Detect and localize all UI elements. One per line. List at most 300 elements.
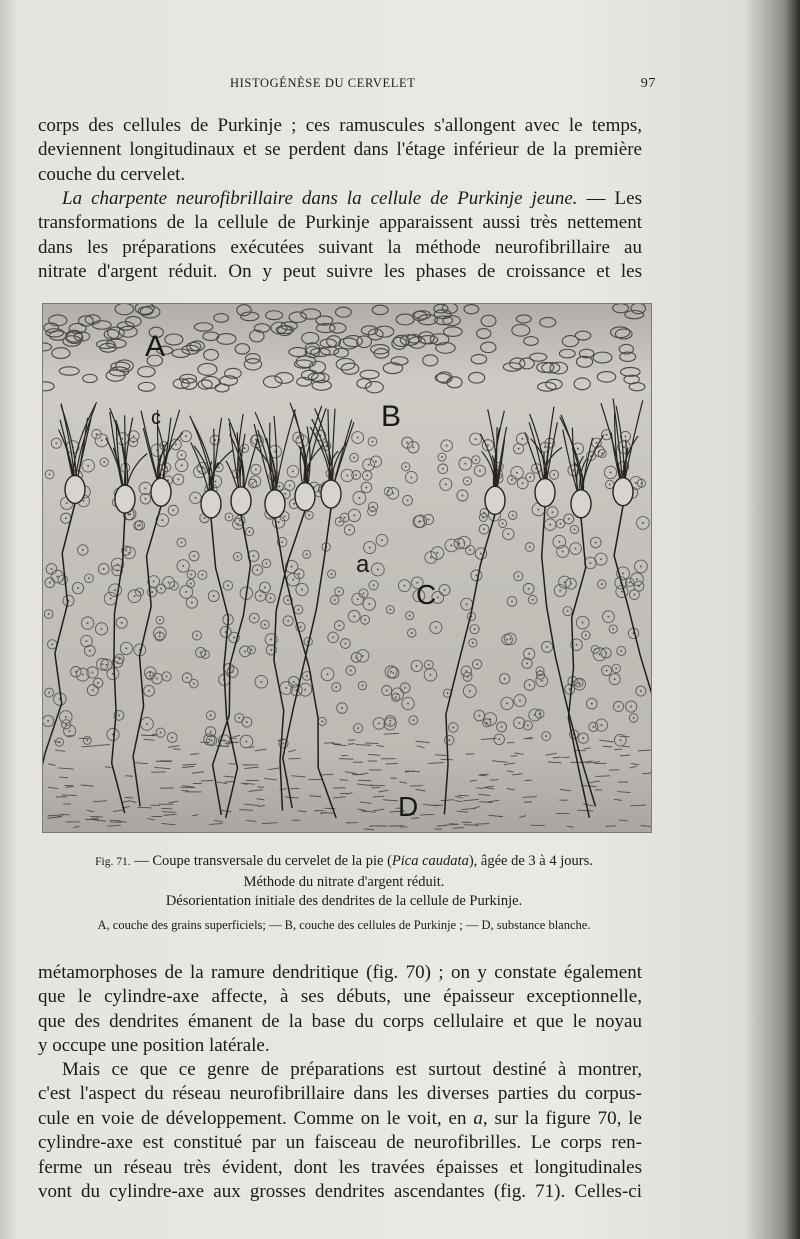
granule-nucleus	[180, 542, 182, 544]
paragraph-4	[38, 1058, 642, 1204]
granule-nucleus	[518, 722, 520, 724]
granule-nucleus	[331, 573, 333, 575]
granule-nucleus	[405, 466, 407, 468]
granule-nucleus	[353, 615, 355, 617]
granule-nucleus	[582, 622, 584, 624]
granule-nucleus	[48, 692, 50, 694]
granule-nucleus	[289, 485, 291, 487]
granule-nucleus	[85, 640, 87, 642]
granule-nucleus	[442, 468, 444, 470]
granule-nucleus	[149, 675, 151, 677]
text-line: cylindre-axe est constitué par un faisceau de neurofibrilles. Le corps ren-	[38, 1132, 642, 1154]
figure-71-illustration	[42, 303, 652, 833]
granule-nucleus	[348, 529, 350, 531]
granule-nucleus	[256, 569, 258, 571]
granule-nucleus	[86, 739, 88, 741]
granule-nucleus	[559, 590, 561, 592]
text-line: couche du cervelet.	[38, 163, 186, 185]
granule-nucleus	[366, 474, 368, 476]
granule-nucleus	[339, 521, 341, 523]
granule-nucleus	[239, 519, 241, 521]
granule-nucleus	[201, 574, 203, 576]
granule-nucleus	[506, 639, 508, 641]
granule-nucleus	[225, 631, 227, 633]
fiber-stroke	[475, 824, 489, 825]
granule-nucleus	[606, 670, 608, 672]
granule-nucleus	[284, 515, 286, 517]
granule-nucleus	[101, 439, 103, 441]
granule-nucleus	[51, 643, 53, 645]
granule-nucleus	[577, 448, 579, 450]
granule-nucleus	[578, 682, 580, 684]
granule-nucleus	[537, 508, 539, 510]
granule-nucleus	[287, 599, 289, 601]
purkinje-soma	[535, 479, 555, 507]
figure-caption	[38, 852, 650, 935]
granule-nucleus	[244, 447, 246, 449]
granule-nucleus	[511, 600, 513, 602]
granule-nucleus	[487, 444, 489, 446]
purkinje-soma	[151, 478, 171, 506]
granule-nucleus	[110, 598, 112, 600]
granule-nucleus	[185, 591, 187, 593]
granule-nucleus	[299, 626, 301, 628]
granule-nucleus	[529, 476, 531, 478]
granule-nucleus	[292, 579, 294, 581]
granule-nucleus	[265, 562, 267, 564]
granule-nucleus	[297, 609, 299, 611]
cerebellum-drawing	[43, 304, 651, 832]
fiber-stroke	[466, 754, 475, 755]
purkinje-soma	[231, 487, 251, 515]
granule-nucleus	[517, 575, 519, 577]
granule-nucleus	[358, 497, 360, 499]
granule-nucleus	[444, 589, 446, 591]
granule-nucleus	[549, 524, 551, 526]
granule-nucleus	[335, 686, 337, 688]
granule-nucleus	[89, 650, 91, 652]
granule-nucleus	[640, 565, 642, 567]
granule-nucleus	[210, 714, 212, 716]
section-heading-line	[38, 187, 642, 211]
granule-nucleus	[427, 518, 429, 520]
granule-nucleus	[334, 599, 336, 601]
granule-nucleus	[332, 636, 334, 638]
fiber-stroke	[365, 743, 378, 744]
granule-nucleus	[553, 474, 555, 476]
granule-nucleus	[462, 494, 464, 496]
granule-nucleus	[498, 738, 500, 740]
granule-nucleus	[118, 658, 120, 660]
granule-nucleus	[567, 610, 569, 612]
granule-nucleus	[82, 549, 84, 551]
granule-nucleus	[193, 555, 195, 557]
caption-text: ), âgée de 3 à 4 jours.	[468, 853, 593, 869]
granule-nucleus	[568, 518, 570, 520]
text-line: Mais ce que ce genre de préparations est surtout destiné à montrer,	[62, 1059, 642, 1080]
granule-nucleus	[479, 470, 481, 472]
granule-nucleus	[264, 624, 266, 626]
granule-nucleus	[103, 568, 105, 570]
fiber-stroke	[435, 755, 446, 756]
granule-nucleus	[116, 569, 118, 571]
granule-nucleus	[114, 589, 116, 591]
granule-nucleus	[502, 522, 504, 524]
granule-nucleus	[357, 598, 359, 600]
granule-nucleus	[227, 584, 229, 586]
granule-nucleus	[546, 646, 548, 648]
fiber-stroke	[609, 770, 619, 771]
label-b: B	[381, 400, 402, 433]
granule-nucleus	[252, 555, 254, 557]
granule-nucleus	[97, 682, 99, 684]
fiber-stroke	[333, 788, 345, 789]
text-line: que des dendrites émanent de la base du corps cellulaire et que le noyau	[38, 1010, 642, 1032]
fiber-stroke	[619, 736, 629, 737]
purkinje-soma	[295, 483, 315, 511]
granule-nucleus	[159, 632, 161, 634]
fiber-stroke	[348, 744, 355, 745]
label-a-upper: A	[145, 330, 166, 363]
granule-nucleus	[161, 519, 163, 521]
granule-nucleus	[175, 443, 177, 445]
granule-nucleus	[350, 669, 352, 671]
caption-line-1	[38, 852, 650, 873]
granule-nucleus	[601, 583, 603, 585]
granule-nucleus	[478, 715, 480, 717]
granule-nucleus	[428, 664, 430, 666]
granule-nucleus	[87, 622, 89, 624]
text-fragment: — Les	[577, 188, 642, 209]
granule-nucleus	[521, 438, 523, 440]
granule-nucleus	[458, 543, 460, 545]
label-c-upper: C	[416, 579, 437, 610]
granule-nucleus	[475, 574, 477, 576]
granule-nucleus	[177, 478, 179, 480]
granule-nucleus	[287, 620, 289, 622]
label-d: D	[398, 791, 419, 822]
granule-nucleus	[585, 634, 587, 636]
granule-nucleus	[361, 685, 363, 687]
purkinje-soma	[201, 490, 221, 518]
granule-nucleus	[105, 664, 107, 666]
granule-nucleus	[504, 678, 506, 680]
granule-nucleus	[371, 441, 373, 443]
granule-nucleus	[633, 594, 635, 596]
species-name: Pica caudata	[391, 853, 469, 869]
granule-nucleus	[598, 450, 600, 452]
granule-nucleus	[259, 595, 261, 597]
granule-nucleus	[160, 588, 162, 590]
purkinje-soma	[571, 490, 591, 518]
granule-nucleus	[636, 578, 638, 580]
granule-nucleus	[406, 442, 408, 444]
granule-nucleus	[595, 541, 597, 543]
granule-nucleus	[596, 442, 598, 444]
granule-nucleus	[437, 596, 439, 598]
granule-nucleus	[327, 673, 329, 675]
text-line: nitrate d'argent réduit. On y peut suivre les phases de croissance et les	[38, 261, 642, 283]
granule-nucleus	[407, 499, 409, 501]
granule-nucleus	[609, 483, 611, 485]
granule-nucleus	[278, 485, 280, 487]
granule-nucleus	[244, 650, 246, 652]
granule-nucleus	[153, 580, 155, 582]
granule-nucleus	[446, 445, 448, 447]
granule-nucleus	[181, 464, 183, 466]
granule-nucleus	[412, 446, 414, 448]
granule-nucleus	[466, 603, 468, 605]
granule-nucleus	[210, 731, 212, 733]
granule-nucleus	[282, 743, 284, 745]
granule-nucleus	[378, 722, 380, 724]
granule-nucleus	[416, 665, 418, 667]
granule-nucleus	[245, 740, 247, 742]
caption-legend: A, couche des grains superficiels; — B, couche des cellules de Purkinje ; — D, substance blanche.	[97, 917, 591, 932]
fiber-stroke	[151, 772, 166, 773]
granule-nucleus	[507, 533, 509, 535]
granule-nucleus	[48, 613, 50, 615]
label-a-lower: a	[356, 551, 370, 578]
granule-nucleus	[467, 676, 469, 678]
figure-number: Fig. 71.	[95, 856, 131, 868]
granule-nucleus	[190, 573, 192, 575]
granule-nucleus	[621, 590, 623, 592]
granule-nucleus	[185, 435, 187, 437]
granule-nucleus	[539, 670, 541, 672]
paragraph-3	[38, 961, 642, 1059]
granule-nucleus	[159, 619, 161, 621]
granule-nucleus	[635, 482, 637, 484]
granule-nucleus	[249, 531, 251, 533]
granule-nucleus	[630, 706, 632, 708]
caption-line-2: Méthode du nitrate d'argent réduit.	[243, 873, 445, 890]
text-line: c'est l'aspect du réseau neurofibrillaire dans les diverses parties du corpus-	[38, 1083, 642, 1105]
granule-nucleus	[191, 601, 193, 603]
granule-nucleus	[475, 459, 477, 461]
granule-nucleus	[482, 516, 484, 518]
granule-nucleus	[407, 703, 409, 705]
granule-nucleus	[200, 651, 202, 653]
granule-nucleus	[365, 486, 367, 488]
granule-nucleus	[133, 595, 135, 597]
granule-nucleus	[469, 549, 471, 551]
text-line: vont du cylindre-axe aux grosses dendrites ascendantes (fig. 71). Celles-ci	[38, 1181, 642, 1203]
granule-nucleus	[148, 690, 150, 692]
granule-nucleus	[338, 591, 340, 593]
granule-nucleus	[612, 628, 614, 630]
page-number: 97	[640, 76, 656, 91]
granule-nucleus	[82, 674, 84, 676]
granule-nucleus	[101, 663, 103, 665]
granule-nucleus	[246, 721, 248, 723]
granule-nucleus	[341, 707, 343, 709]
granule-nucleus	[638, 585, 640, 587]
granule-nucleus	[452, 726, 454, 728]
granule-nucleus	[47, 720, 49, 722]
granule-nucleus	[573, 529, 575, 531]
granule-nucleus	[306, 553, 308, 555]
text-fragment: cule en voie de développement. Comme on le voit, en	[38, 1107, 474, 1129]
fiber-stroke	[141, 735, 155, 736]
granule-nucleus	[389, 609, 391, 611]
running-title: HISTOGÉNÈSE DU CERVELET	[230, 76, 416, 90]
granule-nucleus	[69, 730, 71, 732]
text-line: deviennent longitudinaux et se perdent dans l'étage inférieur de la première	[38, 139, 642, 161]
granule-nucleus	[103, 461, 105, 463]
granule-nucleus	[429, 674, 431, 676]
granule-nucleus	[321, 720, 323, 722]
fiber-stroke	[358, 780, 371, 781]
granule-nucleus	[368, 603, 370, 605]
granule-nucleus	[419, 520, 421, 522]
granule-nucleus	[346, 474, 348, 476]
granule-nucleus	[121, 438, 123, 440]
granule-nucleus	[591, 703, 593, 705]
fiber-stroke	[606, 826, 616, 827]
granule-nucleus	[592, 726, 594, 728]
granule-nucleus	[624, 435, 626, 437]
granule-nucleus	[599, 653, 601, 655]
granule-nucleus	[532, 599, 534, 601]
granule-nucleus	[570, 583, 572, 585]
granule-nucleus	[614, 678, 616, 680]
granule-nucleus	[373, 584, 375, 586]
granule-nucleus	[390, 671, 392, 673]
granule-nucleus	[325, 445, 327, 447]
granule-nucleus	[144, 498, 146, 500]
granule-nucleus	[410, 476, 412, 478]
granule-nucleus	[344, 517, 346, 519]
granule-nucleus	[387, 490, 389, 492]
granule-nucleus	[526, 662, 528, 664]
fiber-stroke	[464, 825, 479, 826]
granule-nucleus	[362, 655, 364, 657]
granule-nucleus	[181, 454, 183, 456]
granule-nucleus	[91, 671, 93, 673]
purkinje-soma	[265, 490, 285, 518]
granule-nucleus	[633, 717, 635, 719]
granule-nucleus	[582, 737, 584, 739]
granule-nucleus	[190, 582, 192, 584]
granule-nucleus	[558, 541, 560, 543]
fiber-stroke	[339, 759, 353, 760]
granule-nucleus	[501, 726, 503, 728]
fiber-stroke	[352, 774, 363, 775]
caption-line-3: Désorientation initiale des dendrites de la cellule de Purkinje.	[165, 893, 523, 909]
granule-nucleus	[381, 539, 383, 541]
granule-nucleus	[576, 644, 578, 646]
granule-nucleus	[601, 453, 603, 455]
granule-nucleus	[377, 568, 379, 570]
fiber-stroke	[62, 795, 77, 796]
granule-nucleus	[528, 588, 530, 590]
granule-nucleus	[511, 479, 513, 481]
purkinje-soma	[65, 475, 85, 503]
granule-nucleus	[318, 490, 320, 492]
granule-nucleus	[55, 442, 57, 444]
granule-nucleus	[472, 642, 474, 644]
granule-nucleus	[237, 556, 239, 558]
granule-nucleus	[252, 482, 254, 484]
granule-nucleus	[65, 716, 67, 718]
paragraph-2	[38, 187, 642, 285]
granule-nucleus	[128, 513, 130, 515]
granule-nucleus	[539, 713, 541, 715]
granule-nucleus	[160, 732, 162, 734]
granule-nucleus	[49, 473, 51, 475]
granule-nucleus	[448, 739, 450, 741]
granule-nucleus	[522, 482, 524, 484]
granule-nucleus	[445, 483, 447, 485]
granule-nucleus	[441, 456, 443, 458]
granule-nucleus	[518, 448, 520, 450]
text-line: corps des cellules de Purkinje ; ces ramuscules s'allongent avec le temps,	[38, 115, 642, 136]
text-line: métamorphoses de la ramure dendritique (fig. 70) ; on y constate également	[38, 962, 642, 983]
fiber-stroke	[441, 759, 453, 760]
granule-nucleus	[214, 480, 216, 482]
paragraph-1	[38, 114, 642, 187]
granule-nucleus	[395, 696, 397, 698]
granule-nucleus	[606, 434, 608, 436]
granule-nucleus	[474, 628, 476, 630]
text-fragment: , sur la figure 70, le	[482, 1107, 642, 1129]
granule-nucleus	[529, 546, 531, 548]
granule-nucleus	[642, 522, 644, 524]
granule-nucleus	[364, 619, 366, 621]
granule-nucleus	[572, 469, 574, 471]
granule-nucleus	[133, 435, 135, 437]
granule-nucleus	[489, 718, 491, 720]
granule-nucleus	[264, 586, 266, 588]
granule-nucleus	[404, 687, 406, 689]
granule-nucleus	[270, 597, 272, 599]
fiber-stroke	[288, 758, 300, 759]
granule-nucleus	[293, 503, 295, 505]
granule-nucleus	[211, 739, 213, 741]
granule-nucleus	[165, 466, 167, 468]
granule-nucleus	[623, 446, 625, 448]
granule-nucleus	[353, 514, 355, 516]
granule-nucleus	[559, 523, 561, 525]
granule-nucleus	[469, 690, 471, 692]
granule-nucleus	[193, 683, 195, 685]
fiber-stroke	[125, 776, 132, 777]
granule-nucleus	[589, 562, 591, 564]
granule-nucleus	[371, 510, 373, 512]
granule-nucleus	[194, 497, 196, 499]
granule-nucleus	[629, 581, 631, 583]
granule-nucleus	[77, 587, 79, 589]
granule-nucleus	[545, 735, 547, 737]
granule-nucleus	[552, 511, 554, 513]
granule-nucleus	[450, 544, 452, 546]
granule-nucleus	[203, 517, 205, 519]
granule-nucleus	[392, 672, 394, 674]
purkinje-soma	[485, 486, 505, 514]
granule-nucleus	[255, 468, 257, 470]
granule-nucleus	[50, 568, 52, 570]
granule-nucleus	[253, 617, 255, 619]
granule-nucleus	[292, 470, 294, 472]
granule-nucleus	[465, 670, 467, 672]
granule-nucleus	[519, 700, 521, 702]
granule-nucleus	[144, 487, 146, 489]
granule-nucleus	[88, 577, 90, 579]
granule-nucleus	[575, 548, 577, 550]
granule-nucleus	[66, 502, 68, 504]
granule-nucleus	[291, 566, 293, 568]
